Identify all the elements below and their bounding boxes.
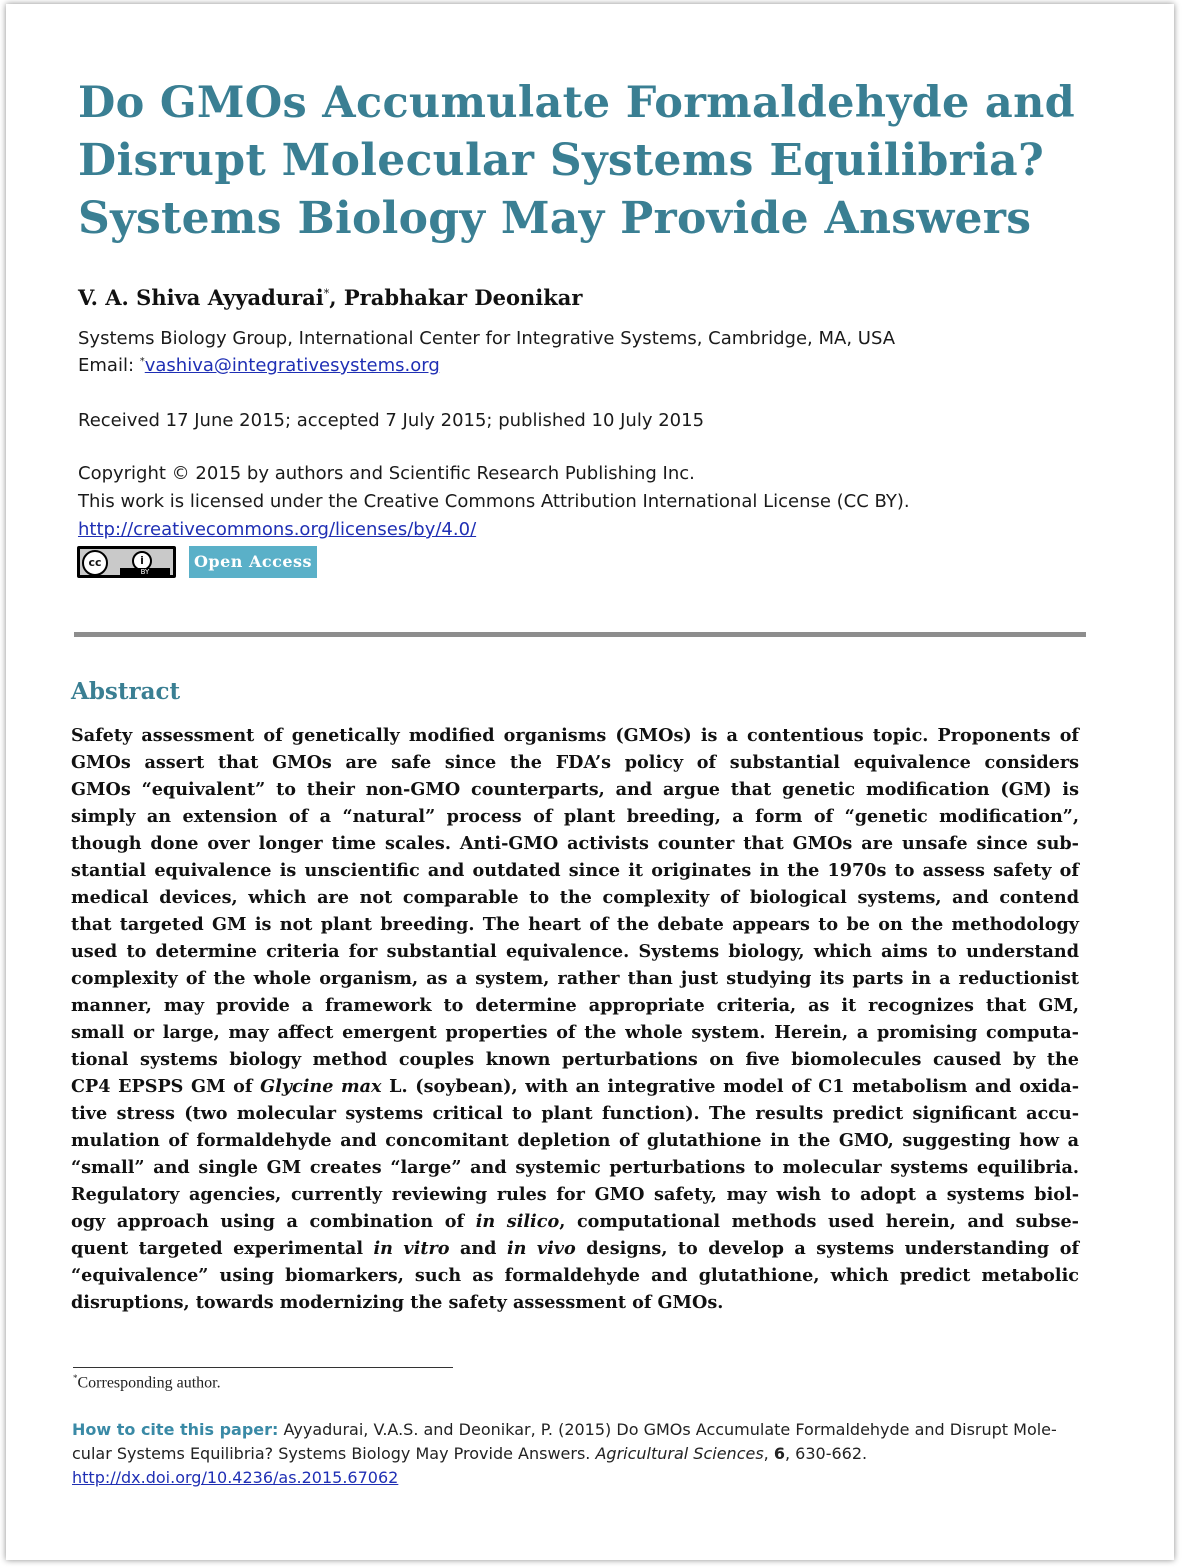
citation-text: , 630-662. xyxy=(784,1444,868,1463)
title-line: Disrupt Molecular Systems Equilibria? xyxy=(78,135,1045,186)
abstract-line: “small” and single GM creates “large” and systemic perturbations to molecular systems equilibria. xyxy=(71,1157,1079,1178)
abstract-line: disruptions, towards modernizing the safety assessment of GMOs. xyxy=(71,1292,724,1313)
footnote xyxy=(73,1373,221,1392)
abstract-line: though done over longer time scales. Anti-GMO activists counter that GMOs are unsafe since sub- xyxy=(71,833,1079,854)
footnote-mark: * xyxy=(73,1373,78,1383)
license-url xyxy=(78,519,476,540)
author-name: V. A. Shiva Ayyadurai xyxy=(78,285,324,310)
abstract-line: “equivalence” using biomarkers, such as formaldehyde and glutathione, which predict metabolic xyxy=(71,1265,1079,1286)
abstract-line: GMOs “equivalent” to their non-GMO counterparts, and argue that genetic modification (GM) is xyxy=(71,779,1079,800)
author-name: Prabhakar Deonikar xyxy=(343,285,583,310)
text-run: quent targeted experimental xyxy=(71,1238,374,1259)
italic-term: in vitro xyxy=(373,1238,450,1259)
open-access-badge[interactable]: Open Access xyxy=(189,546,317,578)
abstract-line: stantial equivalence is unscientific and outdated since it originates in the 1970s to assess safety of xyxy=(71,860,1079,881)
abstract-line: Regulatory agencies, currently reviewing rules for GMO safety, may wish to adopt a systems biol- xyxy=(71,1184,1079,1205)
section-divider xyxy=(74,632,1086,637)
abstract-line xyxy=(71,1235,1079,1262)
publication-dates: Received 17 June 2015; accepted 7 July 2015; published 10 July 2015 xyxy=(78,410,705,431)
cc-by-badge-icon[interactable] xyxy=(77,546,176,578)
author-separator: , xyxy=(329,285,344,310)
abstract-line: small or large, may affect emergent properties of the whole system. Herein, a promising computa- xyxy=(71,1022,1079,1043)
email-mark: * xyxy=(139,356,145,367)
abstract-line: tional systems biology method couples known perturbations on five biomolecules caused by the xyxy=(71,1049,1079,1070)
abstract-line: manner, may provide a framework to determine appropriate criteria, as it recognizes that GM, xyxy=(71,995,1079,1016)
citation-text: Ayyadurai, V.A.S. and Deonikar, P. (2015) Do GMOs Accumulate Formaldehyde and Disrupt Mole- xyxy=(278,1420,1057,1439)
email-link[interactable]: vashiva@integrativesystems.org xyxy=(144,355,440,376)
citation-label: How to cite this paper: xyxy=(72,1420,279,1439)
abstract-heading: Abstract xyxy=(71,678,181,705)
email-label: Email: xyxy=(78,355,140,376)
citation-line xyxy=(72,1466,1082,1490)
license-link[interactable]: http://creativecommons.org/licenses/by/4.0/ xyxy=(78,519,477,540)
text-run: CP4 EPSPS GM of xyxy=(71,1076,261,1097)
attribution-icon: i xyxy=(132,551,152,571)
license-text: This work is licensed under the Creative Commons Attribution International License (CC BY). xyxy=(78,491,910,512)
volume-number: 6 xyxy=(773,1444,785,1463)
title-line: Systems Biology May Provide Answers xyxy=(78,193,1032,244)
footnote-text: Corresponding author. xyxy=(77,1374,221,1392)
abstract-line xyxy=(71,1208,1079,1235)
abstract-line xyxy=(71,1073,1079,1100)
email-line xyxy=(78,355,440,376)
italic-term: in silico xyxy=(475,1211,560,1232)
corresponding-mark: * xyxy=(323,287,330,300)
text-run: ogy approach using a combination of xyxy=(71,1211,476,1232)
abstract-body xyxy=(71,722,1079,1316)
doi-link[interactable]: http://dx.doi.org/10.4236/as.2015.67062 xyxy=(72,1468,399,1487)
abstract-line: used to determine criteria for substantial equivalence. Systems biology, which aims to understand xyxy=(71,941,1079,962)
italic-term: in vivo xyxy=(506,1238,576,1259)
copyright-notice: Copyright © 2015 by authors and Scientific Research Publishing Inc. xyxy=(78,463,695,484)
cc-icon: cc xyxy=(82,550,108,576)
paper-page xyxy=(6,4,1174,1560)
footnote-divider xyxy=(73,1367,453,1368)
abstract-line: medical devices, which are not comparable to the complexity of biological systems, and contend xyxy=(71,887,1079,908)
citation-line xyxy=(72,1418,1082,1442)
citation-block xyxy=(72,1418,1082,1490)
citation-text: , xyxy=(763,1444,774,1463)
text-run: and xyxy=(449,1238,507,1259)
abstract-line: mulation of formaldehyde and concomitant depletion of glutathione in the GMO, suggesting how a xyxy=(71,1130,1079,1151)
abstract-line: tive stress (two molecular systems critical to plant function). The results predict significant accu- xyxy=(71,1103,1079,1124)
abstract-line: Safety assessment of genetically modified organisms (GMOs) is a contentious topic. Proponents of xyxy=(71,725,1079,746)
journal-name: Agricultural Sciences xyxy=(595,1444,764,1463)
paper-title xyxy=(78,74,1078,248)
text-run: , computational methods used herein, and subse- xyxy=(559,1211,1079,1232)
abstract-line: that targeted GM is not plant breeding. The heart of the debate appears to be on the methodology xyxy=(71,914,1079,935)
affiliation: Systems Biology Group, International Center for Integrative Systems, Cambridge, MA, USA xyxy=(78,328,896,349)
title-line: Do GMOs Accumulate Formaldehyde and xyxy=(78,78,1076,128)
abstract-line: GMOs assert that GMOs are safe since the FDA’s policy of substantial equivalence considers xyxy=(71,752,1079,773)
cc-badge-body xyxy=(80,549,173,575)
species-name: Glycine max xyxy=(260,1076,382,1097)
abstract-line: simply an extension of a “natural” process of plant breeding, a form of “genetic modification”, xyxy=(71,806,1079,827)
abstract-line: complexity of the whole organism, as a system, rather than just studying its parts in a reductionist xyxy=(71,968,1079,989)
citation-line xyxy=(72,1442,1082,1466)
citation-text: cular Systems Equilibria? Systems Biology May Provide Answers. xyxy=(72,1444,596,1463)
text-run: L. (soybean), with an integrative model of C1 metabolism and oxida- xyxy=(381,1076,1079,1097)
author-list xyxy=(78,285,582,310)
text-run: designs, to develop a systems understanding of xyxy=(575,1238,1080,1259)
by-label: BY xyxy=(120,568,170,577)
